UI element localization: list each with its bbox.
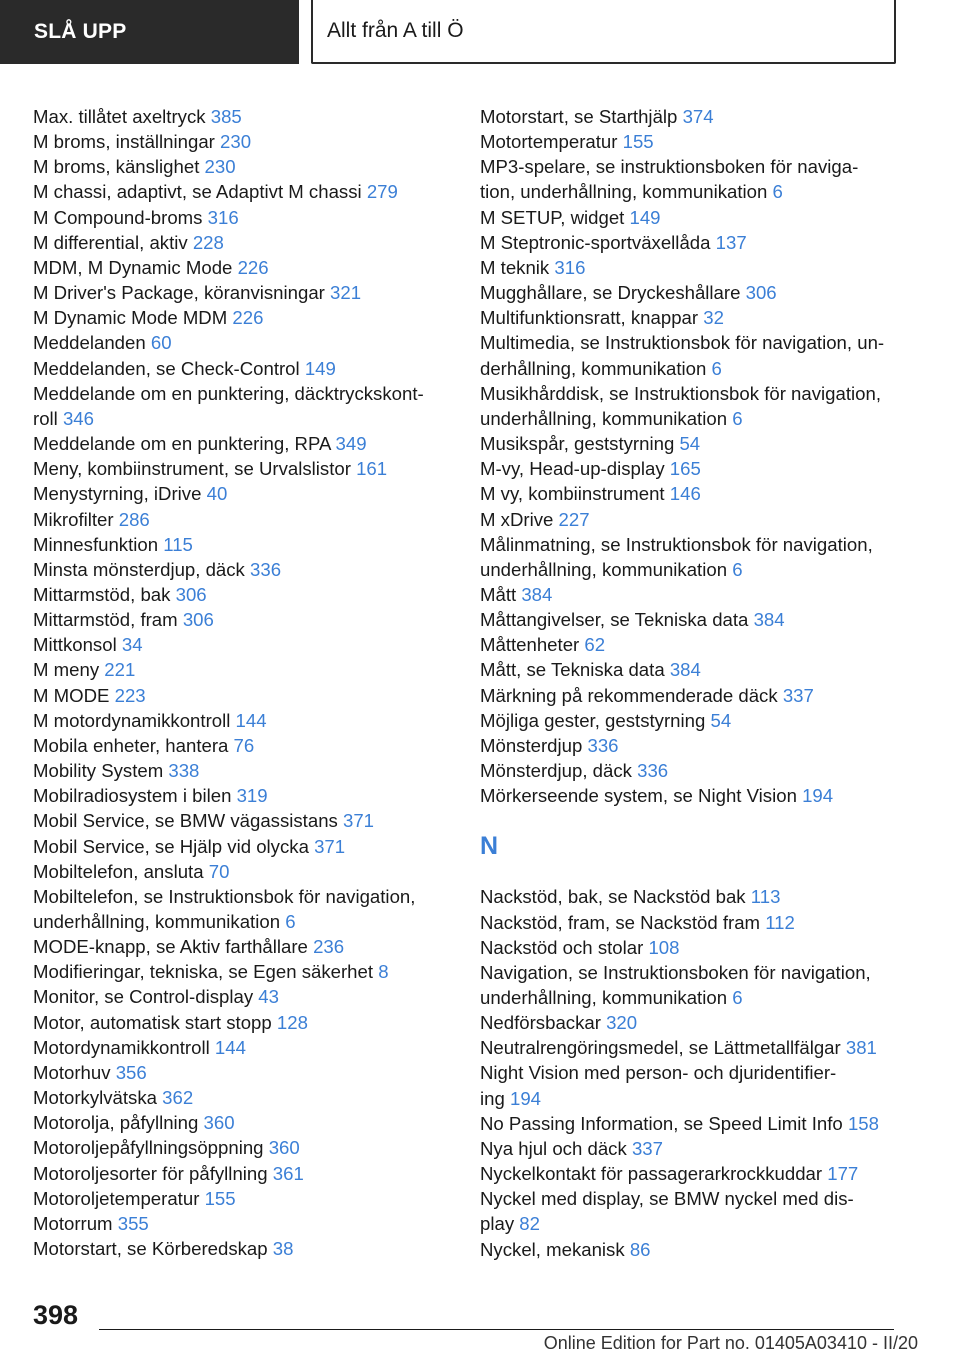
index-entry	[33, 280, 453, 305]
index-term: Meny, kombiinstrument, se Urvalslistor	[33, 458, 351, 480]
page-reference-link[interactable]: 346	[62, 407, 94, 429]
index-entry	[480, 1010, 900, 1035]
page-reference-link[interactable]: 226	[232, 307, 264, 329]
index-term-line2: roll	[33, 407, 58, 429]
index-term: Motorkylvätska	[33, 1087, 157, 1109]
index-term: Meddelanden, se Check-Control	[33, 357, 300, 379]
index-term: M broms, inställningar	[33, 131, 215, 153]
index-entry	[33, 1236, 453, 1261]
index-entry	[480, 1136, 900, 1161]
index-term: Multifunktionsratt, knappar	[480, 307, 699, 329]
footer-divider	[99, 1329, 894, 1330]
index-term: Mobility System	[33, 760, 164, 782]
page-reference-link[interactable]: 371	[314, 835, 346, 857]
page-reference-link[interactable]: 6	[285, 911, 296, 932]
page-reference-link[interactable]: 6	[732, 987, 743, 1008]
page-reference-link[interactable]: 230	[204, 156, 236, 178]
page-reference-link[interactable]: 194	[510, 1087, 542, 1109]
index-term: M Compound-broms	[33, 206, 203, 228]
index-term: Motorstart, se Starthjälp	[480, 106, 678, 127]
page-reference-link[interactable]: 32	[703, 307, 724, 329]
index-term-continuation	[480, 179, 900, 204]
index-term: MDM, M Dynamic Mode	[33, 256, 233, 278]
index-entry	[480, 683, 900, 708]
index-term: Mobiltelefon, se Instruktionsbok för navigation,	[33, 885, 416, 907]
page-reference-link[interactable]: 158	[847, 1112, 879, 1134]
page-reference-link[interactable]: 361	[272, 1162, 304, 1184]
page-reference-link[interactable]: 60	[150, 332, 172, 354]
index-term: Möjliga gester, geststyrning	[480, 709, 706, 731]
index-entry	[33, 532, 453, 557]
index-entry	[480, 456, 900, 481]
index-term: Meddelanden	[33, 332, 146, 354]
index-entry	[33, 230, 453, 255]
index-term: M differential, aktiv	[33, 231, 188, 253]
page-reference-link[interactable]: 6	[732, 558, 743, 580]
page-reference-link[interactable]: 113	[750, 886, 781, 908]
index-term: Nya hjul och däck	[480, 1137, 627, 1159]
index-letter-heading: N	[480, 832, 499, 861]
index-term: Modifieringar, tekniska, se Egen säkerhet	[33, 961, 374, 983]
index-term: Nackstöd och stolar	[480, 936, 644, 958]
index-entry	[480, 733, 900, 758]
index-entry	[33, 834, 453, 859]
index-term-line2: play	[480, 1213, 515, 1235]
index-term: M chassi, adaptivt, se Adaptivt M chassi	[33, 181, 362, 203]
index-entry	[33, 632, 453, 657]
index-entry	[480, 657, 900, 682]
index-term: Meddelande om en punktering, däcktryckskont-	[33, 382, 424, 404]
index-term-line2: underhållning, kommunikation	[480, 407, 728, 429]
page-reference-link[interactable]: 137	[715, 231, 747, 253]
index-entry	[33, 808, 453, 833]
page-reference-link[interactable]: 338	[168, 760, 200, 782]
page-reference-link[interactable]: 149	[304, 357, 336, 379]
page-reference-link[interactable]: 279	[366, 181, 398, 203]
page-reference-link[interactable]: 144	[214, 1036, 246, 1058]
page-reference-link[interactable]: 286	[118, 508, 150, 530]
page-reference-link[interactable]: 384	[753, 609, 785, 631]
index-column-left	[33, 104, 453, 1261]
page-reference-link[interactable]: 360	[203, 1112, 235, 1134]
index-entry	[33, 104, 453, 129]
page-reference-link[interactable]: 6	[711, 357, 722, 379]
index-term-line2: underhållning, kommunikation	[33, 911, 281, 932]
index-entry	[480, 205, 900, 230]
page-number: 398	[33, 1300, 79, 1330]
index-entry	[480, 129, 900, 154]
index-entry	[33, 582, 453, 607]
index-group-m	[480, 104, 900, 808]
index-entry	[480, 1161, 900, 1186]
index-term: Max. tillåtet axeltryck	[33, 106, 206, 127]
index-term: Märkning på rekommenderade däck	[480, 684, 778, 706]
index-entry	[33, 129, 453, 154]
index-term-continuation	[480, 1211, 900, 1236]
index-term: No Passing Information, se Speed Limit Info	[480, 1112, 843, 1134]
index-term: Minsta mönsterdjup, däck	[33, 558, 245, 580]
index-term: Mobila enheter, hantera	[33, 734, 229, 756]
index-term: Mönsterdjup	[480, 734, 583, 756]
section-tab-slå-upp[interactable]: SLÅ UPP	[0, 0, 299, 64]
index-entry	[33, 1060, 453, 1085]
index-entry	[480, 330, 900, 380]
index-entry	[33, 456, 453, 481]
index-term-line2: underhållning, kommunikation	[480, 987, 728, 1008]
index-entry	[480, 607, 900, 632]
index-term: Multimedia, se Instruktionsbok för navigation, un-	[480, 332, 885, 354]
page-reference-link[interactable]: 177	[827, 1163, 859, 1185]
page-reference-link[interactable]: 223	[114, 684, 146, 706]
index-entry	[33, 733, 453, 758]
footer-edition-text: Online Edition for Part no. 01405A03410 - II/20	[543, 1333, 918, 1353]
index-entry	[33, 984, 453, 1009]
index-term: Mått, se Tekniska data	[480, 659, 665, 681]
index-term: Meddelande om en punktering, RPA	[33, 433, 331, 455]
index-term: Nyckel, mekanisk	[480, 1238, 625, 1260]
page-reference-link[interactable]: 161	[356, 458, 388, 480]
index-term-continuation	[480, 557, 900, 582]
index-term: Motorolja, påfyllning	[33, 1112, 199, 1134]
index-term-continuation	[33, 406, 453, 431]
index-term-line2: derhållning, kommunikation	[480, 357, 707, 379]
index-entry	[33, 934, 453, 959]
index-entry	[480, 582, 900, 607]
index-term: Motoroljepåfyllningsöppning	[33, 1137, 264, 1159]
page-reference-link[interactable]: 374	[682, 106, 714, 127]
index-term: Mörkerseende system, se Night Vision	[480, 785, 797, 807]
page-reference-link[interactable]: 108	[648, 936, 680, 958]
page-reference-link[interactable]: 6	[732, 407, 743, 429]
page-reference-link[interactable]: 230	[220, 131, 252, 153]
index-term: MODE-knapp, se Aktiv farthållare	[33, 936, 308, 958]
page-reference-link[interactable]: 371	[343, 810, 375, 832]
index-term: Motor, automatisk start stopp	[33, 1011, 272, 1033]
index-entry	[480, 632, 900, 657]
page-reference-link[interactable]: 349	[335, 433, 367, 455]
page-reference-link[interactable]: 194	[802, 785, 834, 807]
page-reference-link[interactable]: 306	[745, 282, 777, 304]
index-entry	[33, 1186, 453, 1211]
page-reference-link[interactable]: 38	[272, 1238, 294, 1260]
index-term: Måttangivelser, se Tekniska data	[480, 609, 749, 631]
page-reference-link[interactable]: 336	[587, 734, 619, 756]
index-term-line2: ing	[480, 1087, 505, 1109]
page-reference-link[interactable]: 146	[669, 483, 701, 505]
page-reference-link[interactable]: 226	[237, 256, 269, 278]
index-entry	[480, 758, 900, 783]
page-reference-link[interactable]: 337	[782, 684, 814, 706]
index-term-continuation	[480, 1086, 900, 1111]
index-term: M Steptronic-sportväxellåda	[480, 231, 711, 253]
index-entry	[480, 1060, 900, 1110]
index-entry	[33, 1010, 453, 1035]
index-term: Navigation, se Instruktionsboken för navigation,	[480, 961, 871, 983]
index-entry	[480, 1111, 900, 1136]
index-term: M-vy, Head-up-display	[480, 458, 665, 480]
page-reference-link[interactable]: 54	[710, 709, 732, 731]
index-entry	[480, 280, 900, 305]
index-entry	[33, 154, 453, 179]
index-entry	[33, 431, 453, 456]
index-term: M Driver's Package, köranvisningar	[33, 282, 325, 304]
index-entry	[33, 356, 453, 381]
index-entry	[33, 1085, 453, 1110]
page-reference-link[interactable]: 149	[629, 206, 661, 228]
index-term: M xDrive	[480, 508, 554, 530]
page-reference-link[interactable]: 221	[104, 659, 136, 681]
index-entry	[480, 305, 900, 330]
index-entry	[33, 657, 453, 682]
index-term: Night Vision med person- och djuridentifier-	[480, 1062, 837, 1084]
index-term: M Dynamic Mode MDM	[33, 307, 228, 329]
page-reference-link[interactable]: 155	[622, 131, 654, 153]
chapter-title: Allt från A till Ö	[311, 0, 896, 64]
index-entry	[480, 960, 900, 1010]
page-reference-link[interactable]: 319	[236, 785, 268, 807]
index-term-line2: underhållning, kommunikation	[480, 558, 728, 580]
index-term: Nackstöd, bak, se Nackstöd bak	[480, 886, 746, 908]
page-reference-link[interactable]: 40	[206, 483, 228, 505]
index-entry	[33, 1110, 453, 1135]
page-reference-link[interactable]: 128	[276, 1011, 308, 1033]
page-reference-link[interactable]: 112	[765, 911, 795, 933]
index-entry	[480, 935, 900, 960]
page-reference-link[interactable]: 385	[210, 106, 242, 127]
index-entry	[33, 683, 453, 708]
index-term-continuation	[480, 985, 900, 1010]
index-entry	[480, 884, 900, 909]
page-reference-link[interactable]: 362	[162, 1087, 194, 1109]
index-term: M teknik	[480, 256, 550, 278]
index-entry	[33, 708, 453, 733]
page-reference-link[interactable]: 6	[772, 181, 783, 203]
page-reference-link[interactable]: 165	[669, 458, 701, 480]
page-reference-link[interactable]: 320	[606, 1012, 638, 1034]
index-term: Motorrum	[33, 1212, 113, 1234]
index-term: Motortemperatur	[480, 131, 618, 153]
page-reference-link[interactable]: 228	[192, 231, 224, 253]
index-term: Mugghållare, se Dryckeshållare	[480, 282, 741, 304]
index-term: Mobil Service, se BMW vägassistans	[33, 810, 338, 832]
page-reference-link[interactable]: 8	[378, 961, 389, 983]
index-entry	[480, 255, 900, 280]
index-term: M broms, känslighet	[33, 156, 200, 178]
index-term: Menystyrning, iDrive	[33, 483, 202, 505]
index-entry	[480, 431, 900, 456]
page-header	[0, 0, 960, 66]
index-entry	[480, 507, 900, 532]
index-term: Motoroljesorter för påfyllning	[33, 1162, 268, 1184]
index-entry	[33, 330, 453, 355]
index-term: Mittkonsol	[33, 634, 117, 656]
index-term: MP3-spelare, se instruktionsboken för naviga-	[480, 156, 859, 178]
index-entry	[33, 507, 453, 532]
page-reference-link[interactable]: 316	[207, 206, 239, 228]
page-reference-link[interactable]: 54	[679, 433, 701, 455]
page-reference-link[interactable]: 236	[313, 936, 345, 958]
page-reference-link[interactable]: 43	[258, 986, 279, 1008]
index-entry	[33, 959, 453, 984]
index-entry	[480, 104, 900, 129]
index-entry	[33, 1035, 453, 1060]
page-reference-link[interactable]: 144	[235, 709, 267, 731]
index-term: Mobilradiosystem i bilen	[33, 785, 232, 807]
index-entry	[33, 607, 453, 632]
index-entry	[33, 381, 453, 431]
index-entry	[33, 1211, 453, 1236]
index-term: Måttenheter	[480, 634, 580, 656]
index-entry	[33, 1135, 453, 1160]
index-group-n	[480, 884, 900, 1261]
index-entry	[480, 708, 900, 733]
page-reference-link[interactable]: 316	[554, 256, 586, 278]
index-term: Motorhuv	[33, 1061, 111, 1083]
index-term: Mittarmstöd, bak	[33, 583, 171, 605]
index-entry	[33, 1161, 453, 1186]
index-term: Mittarmstöd, fram	[33, 609, 178, 631]
index-term-continuation	[480, 356, 900, 381]
index-term: Mobiltelefon, ansluta	[33, 860, 204, 882]
index-entry	[480, 481, 900, 506]
index-entry	[480, 154, 900, 204]
index-term: Motoroljetemperatur	[33, 1187, 200, 1209]
index-entry	[480, 783, 900, 808]
page-reference-link[interactable]: 355	[117, 1212, 149, 1234]
index-term: Musikhårddisk, se Instruktionsbok för navigation,	[480, 382, 881, 404]
index-term: M SETUP, widget	[480, 206, 625, 228]
page-reference-link[interactable]: 321	[330, 282, 362, 304]
page-reference-link[interactable]: 155	[204, 1187, 236, 1209]
index-entry	[480, 230, 900, 255]
index-term: Musikspår, geststyrning	[480, 433, 675, 455]
index-term: Mobil Service, se Hjälp vid olycka	[33, 835, 309, 857]
page-reference-link[interactable]: 306	[175, 583, 207, 605]
index-term: Nedförsbackar	[480, 1012, 601, 1034]
page-reference-link[interactable]: 360	[268, 1137, 300, 1159]
index-term: Motorstart, se Körberedskap	[33, 1238, 268, 1260]
index-entry	[33, 255, 453, 280]
index-term: M meny	[33, 659, 100, 681]
index-entry	[480, 1186, 900, 1236]
index-term: Mikrofilter	[33, 508, 114, 530]
index-term: Minnesfunktion	[33, 533, 159, 555]
index-entry	[33, 783, 453, 808]
index-entry	[33, 859, 453, 884]
index-entry	[33, 205, 453, 230]
page-reference-link[interactable]: 70	[208, 860, 230, 882]
page-reference-link[interactable]: 384	[521, 583, 553, 605]
index-term: Monitor, se Control-display	[33, 986, 254, 1008]
index-entry	[33, 481, 453, 506]
page-reference-link[interactable]: 34	[121, 634, 143, 656]
index-term: Motordynamikkontroll	[33, 1036, 210, 1058]
index-term: M vy, kombiinstrument	[480, 483, 665, 505]
page-reference-link[interactable]: 336	[637, 760, 669, 782]
page-reference-link[interactable]: 356	[115, 1061, 147, 1083]
index-term-line2: tion, underhållning, kommunikation	[480, 181, 768, 203]
page-reference-link[interactable]: 227	[558, 508, 590, 530]
index-entry	[33, 758, 453, 783]
index-term: Nyckelkontakt för passagerarkrockkuddar	[480, 1163, 823, 1185]
page-reference-link[interactable]: 115	[163, 533, 193, 555]
index-term: M MODE	[33, 684, 110, 706]
page-reference-link[interactable]: 336	[250, 558, 282, 580]
index-term: Nackstöd, fram, se Nackstöd fram	[480, 911, 761, 933]
index-term-continuation	[480, 406, 900, 431]
page-reference-link[interactable]: 76	[233, 734, 255, 756]
index-entry	[480, 381, 900, 431]
index-entry	[480, 1035, 900, 1060]
index-entry	[33, 884, 453, 934]
page-reference-link[interactable]: 381	[845, 1037, 877, 1059]
index-term-continuation	[33, 909, 453, 934]
index-column-right	[480, 104, 900, 1262]
index-term: Målinmatning, se Instruktionsbok för navigation,	[480, 533, 873, 555]
index-entry	[480, 532, 900, 582]
index-term: Neutralrengöringsmedel, se Lättmetallfälgar	[480, 1037, 841, 1059]
index-entry	[480, 910, 900, 935]
index-term: M motordynamikkontroll	[33, 709, 231, 731]
page-reference-link[interactable]: 384	[669, 659, 701, 681]
index-entry	[33, 305, 453, 330]
page-reference-link[interactable]: 337	[631, 1137, 663, 1159]
index-entry	[33, 179, 453, 204]
page-reference-link[interactable]: 62	[584, 634, 606, 656]
page-reference-link[interactable]: 82	[519, 1213, 540, 1235]
index-term: Mått	[480, 583, 517, 605]
page-reference-link[interactable]: 306	[182, 609, 214, 631]
index-term: Nyckel med display, se BMW nyckel med dis-	[480, 1188, 854, 1210]
page-reference-link[interactable]: 86	[629, 1238, 651, 1260]
index-term: Mönsterdjup, däck	[480, 760, 632, 782]
index-entry	[33, 557, 453, 582]
index-entry	[480, 1237, 900, 1262]
